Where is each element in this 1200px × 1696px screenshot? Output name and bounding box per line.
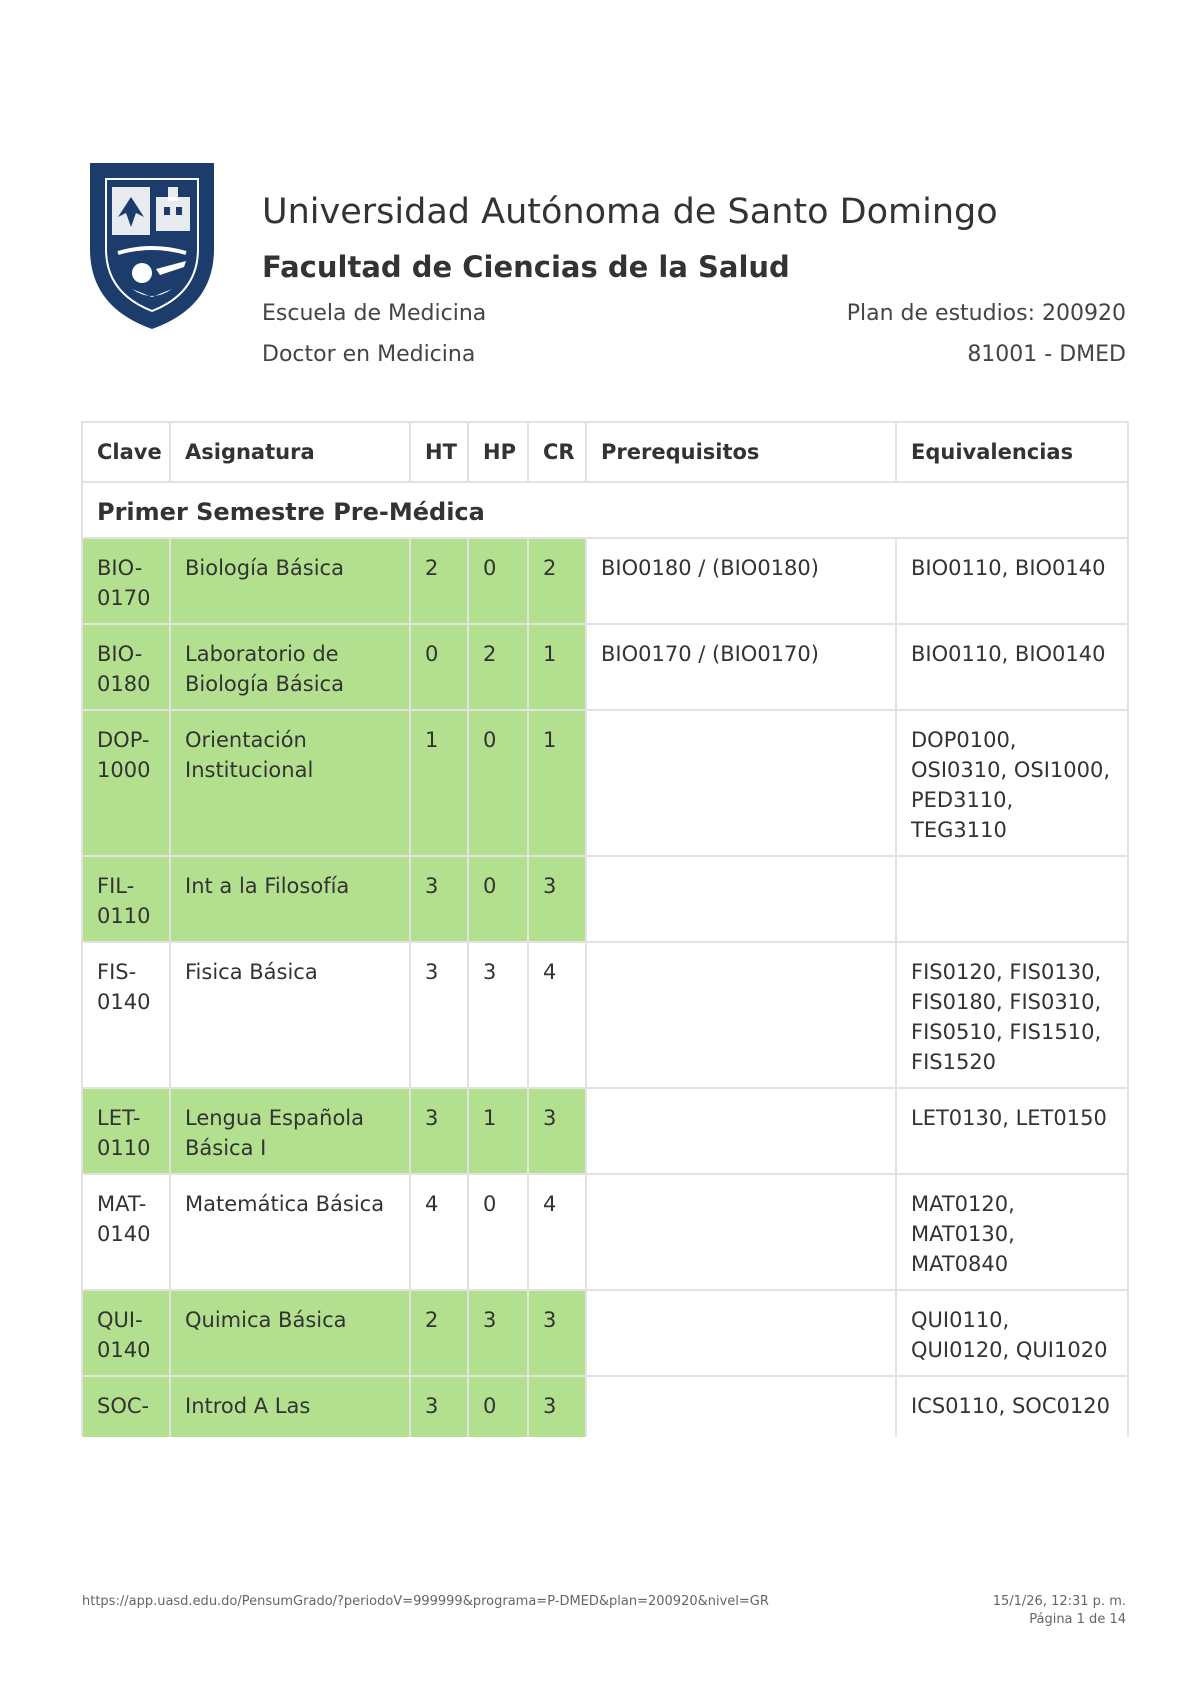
course-equivalences: MAT0120, MAT0130, MAT0840 xyxy=(896,1174,1128,1290)
course-name: Quimica Básica xyxy=(170,1290,410,1376)
table-row xyxy=(82,624,1128,710)
course-ht: 3 xyxy=(410,942,468,1088)
col-header-cr: CR xyxy=(528,422,586,482)
table-row xyxy=(82,856,1128,942)
course-hp: 1 xyxy=(468,1088,528,1174)
table-row xyxy=(82,1290,1128,1376)
course-ht: 3 xyxy=(410,1376,468,1437)
course-cr: 2 xyxy=(528,538,586,624)
course-code: BIO-0180 xyxy=(82,624,170,710)
course-equivalences: FIS0120, FIS0130, FIS0180, FIS0310, FIS0510, FIS1510, FIS1520 xyxy=(896,942,1128,1088)
table-row xyxy=(82,1174,1128,1290)
course-prerequisites xyxy=(586,942,896,1088)
course-prerequisites xyxy=(586,1376,896,1437)
course-prerequisites: BIO0180 / (BIO0180) xyxy=(586,538,896,624)
course-equivalences: QUI0110, QUI0120, QUI1020 xyxy=(896,1290,1128,1376)
table-header-row xyxy=(82,422,1128,482)
course-name: Introd A Las xyxy=(170,1376,410,1437)
program-code: 81001 - DMED xyxy=(967,342,1126,367)
course-prerequisites xyxy=(586,1290,896,1376)
course-cr: 3 xyxy=(528,1376,586,1437)
course-hp: 0 xyxy=(468,538,528,624)
course-equivalences: ICS0110, SOC0120 xyxy=(896,1376,1128,1437)
course-hp: 2 xyxy=(468,624,528,710)
col-header-clave: Clave xyxy=(82,422,170,482)
col-header-prerequisitos: Prerequisitos xyxy=(586,422,896,482)
course-code: DOP-1000 xyxy=(82,710,170,856)
table-row xyxy=(82,710,1128,856)
course-cr: 1 xyxy=(528,624,586,710)
school-name: Escuela de Medicina xyxy=(262,301,487,326)
course-ht: 3 xyxy=(410,856,468,942)
course-ht: 1 xyxy=(410,710,468,856)
header-row-school xyxy=(262,301,1126,326)
course-ht: 0 xyxy=(410,624,468,710)
course-hp: 0 xyxy=(468,856,528,942)
course-equivalences: DOP0100, OSI0310, OSI1000, PED3110, TEG3110 xyxy=(896,710,1128,856)
university-name: Universidad Autónoma de Santo Domingo xyxy=(262,192,998,232)
course-code: LET-0110 xyxy=(82,1088,170,1174)
course-hp: 3 xyxy=(468,1290,528,1376)
course-cr: 4 xyxy=(528,942,586,1088)
university-seal-logo xyxy=(82,157,222,333)
course-code: FIS-0140 xyxy=(82,942,170,1088)
col-header-asignatura: Asignatura xyxy=(170,422,410,482)
footer-datetime: 15/1/26, 12:31 p. m. xyxy=(992,1594,1126,1609)
course-cr: 4 xyxy=(528,1174,586,1290)
faculty-name: Facultad de Ciencias de la Salud xyxy=(262,250,790,284)
course-name: Biología Básica xyxy=(170,538,410,624)
col-header-ht: HT xyxy=(410,422,468,482)
table-body xyxy=(82,482,1128,1437)
curriculum-table xyxy=(81,421,1129,1437)
course-ht: 2 xyxy=(410,538,468,624)
footer-url: https://app.uasd.edu.do/PensumGrado/?periodoV=999999&programa=P-DMED&plan=200920&nivel=GR xyxy=(82,1594,769,1609)
course-equivalences: LET0130, LET0150 xyxy=(896,1088,1128,1174)
course-prerequisites xyxy=(586,1088,896,1174)
footer-page-number: Página 1 de 14 xyxy=(1029,1612,1126,1627)
course-hp: 0 xyxy=(468,710,528,856)
section-title: Primer Semestre Pre-Médica xyxy=(82,482,1128,538)
table-row xyxy=(82,1088,1128,1174)
degree-name: Doctor en Medicina xyxy=(262,342,476,367)
course-code: BIO-0170 xyxy=(82,538,170,624)
course-code: QUI-0140 xyxy=(82,1290,170,1376)
course-equivalences: BIO0110, BIO0140 xyxy=(896,624,1128,710)
header-row-degree xyxy=(262,342,1126,367)
course-code: FIL-0110 xyxy=(82,856,170,942)
course-ht: 3 xyxy=(410,1088,468,1174)
course-name: Orientación Institucional xyxy=(170,710,410,856)
study-plan: Plan de estudios: 200920 xyxy=(846,301,1126,326)
course-prerequisites xyxy=(586,856,896,942)
course-prerequisites xyxy=(586,710,896,856)
course-ht: 2 xyxy=(410,1290,468,1376)
table-row xyxy=(82,942,1128,1088)
col-header-hp: HP xyxy=(468,422,528,482)
course-ht: 4 xyxy=(410,1174,468,1290)
course-cr: 3 xyxy=(528,1290,586,1376)
course-name: Int a la Filosofía xyxy=(170,856,410,942)
course-equivalences: BIO0110, BIO0140 xyxy=(896,538,1128,624)
section-row xyxy=(82,482,1128,538)
course-prerequisites xyxy=(586,1174,896,1290)
course-code: MAT-0140 xyxy=(82,1174,170,1290)
course-name: Laboratorio de Biología Básica xyxy=(170,624,410,710)
course-name: Lengua Española Básica I xyxy=(170,1088,410,1174)
course-name: Matemática Básica xyxy=(170,1174,410,1290)
course-hp: 0 xyxy=(468,1376,528,1437)
course-cr: 3 xyxy=(528,1088,586,1174)
col-header-equivalencias: Equivalencias xyxy=(896,422,1128,482)
course-equivalences xyxy=(896,856,1128,942)
course-prerequisites: BIO0170 / (BIO0170) xyxy=(586,624,896,710)
course-cr: 3 xyxy=(528,856,586,942)
table-row xyxy=(82,538,1128,624)
course-hp: 3 xyxy=(468,942,528,1088)
table-row xyxy=(82,1376,1128,1437)
course-name: Fisica Básica xyxy=(170,942,410,1088)
course-code: SOC- xyxy=(82,1376,170,1437)
course-cr: 1 xyxy=(528,710,586,856)
course-hp: 0 xyxy=(468,1174,528,1290)
